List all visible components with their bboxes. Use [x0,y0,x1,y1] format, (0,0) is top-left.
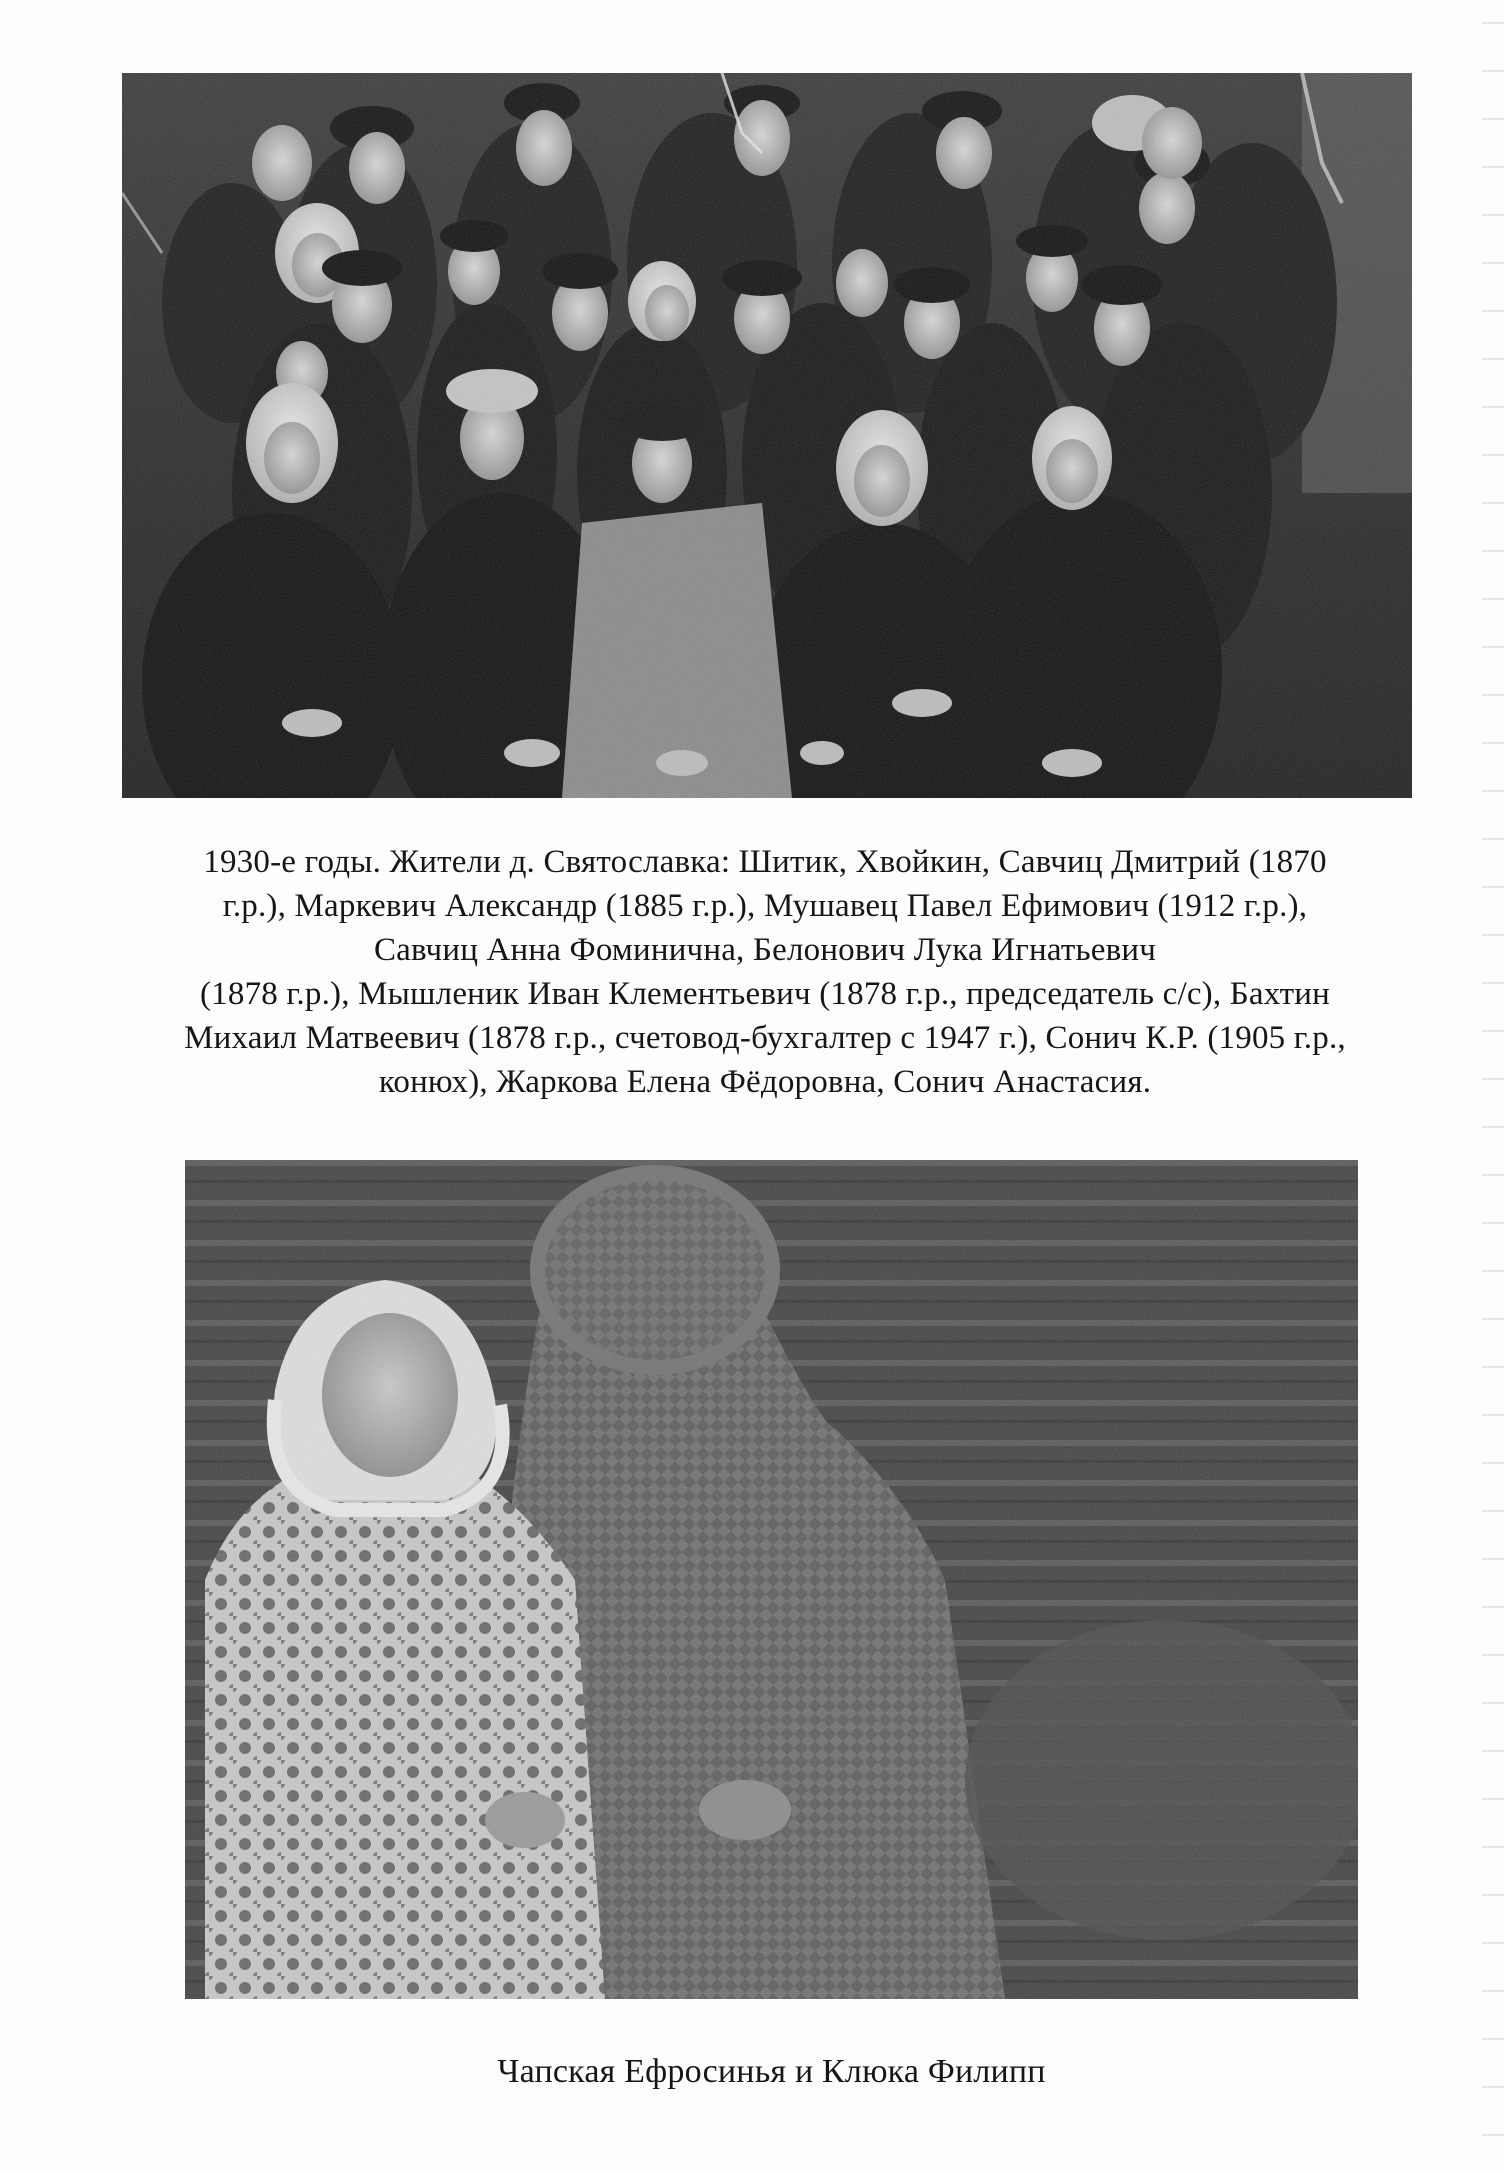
couple-photo-image [185,1160,1358,1999]
scanner-edge-noise [1482,0,1504,2172]
group-photo [122,73,1412,798]
caption-line: конюх), Жаркова Елена Фёдоровна, Сонич Анастасия. [378,1064,1152,1100]
caption-line: Михаил Матвеевич (1878 г.р., счетовод-бухгалтер с 1947 г.), Сонич К.Р. (1905 г.р., [184,1020,1346,1056]
caption-line: г.р.), Маркевич Александр (1885 г.р.), Мушавец Павел Ефимович (1912 г.р.), [222,888,1308,924]
caption-line: Савчиц Анна Фоминична, Белонович Лука Игнатьевич [373,932,1157,968]
couple-photo [185,1160,1358,1999]
caption-line: 1930-е годы. Жители д. Святославка: Шитик, Хвойкин, Савчиц Дмитрий (1870 [203,844,1327,880]
couple-photo-caption: Чапская Ефросинья и Клюка Филипп [497,2053,1046,2090]
group-photo-image [122,73,1412,798]
group-photo-caption [70,840,1460,1104]
caption-line: (1878 г.р.), Мышленик Иван Клементьевич (1878 г.р., председатель с/с), Бахтин [199,976,1330,1012]
